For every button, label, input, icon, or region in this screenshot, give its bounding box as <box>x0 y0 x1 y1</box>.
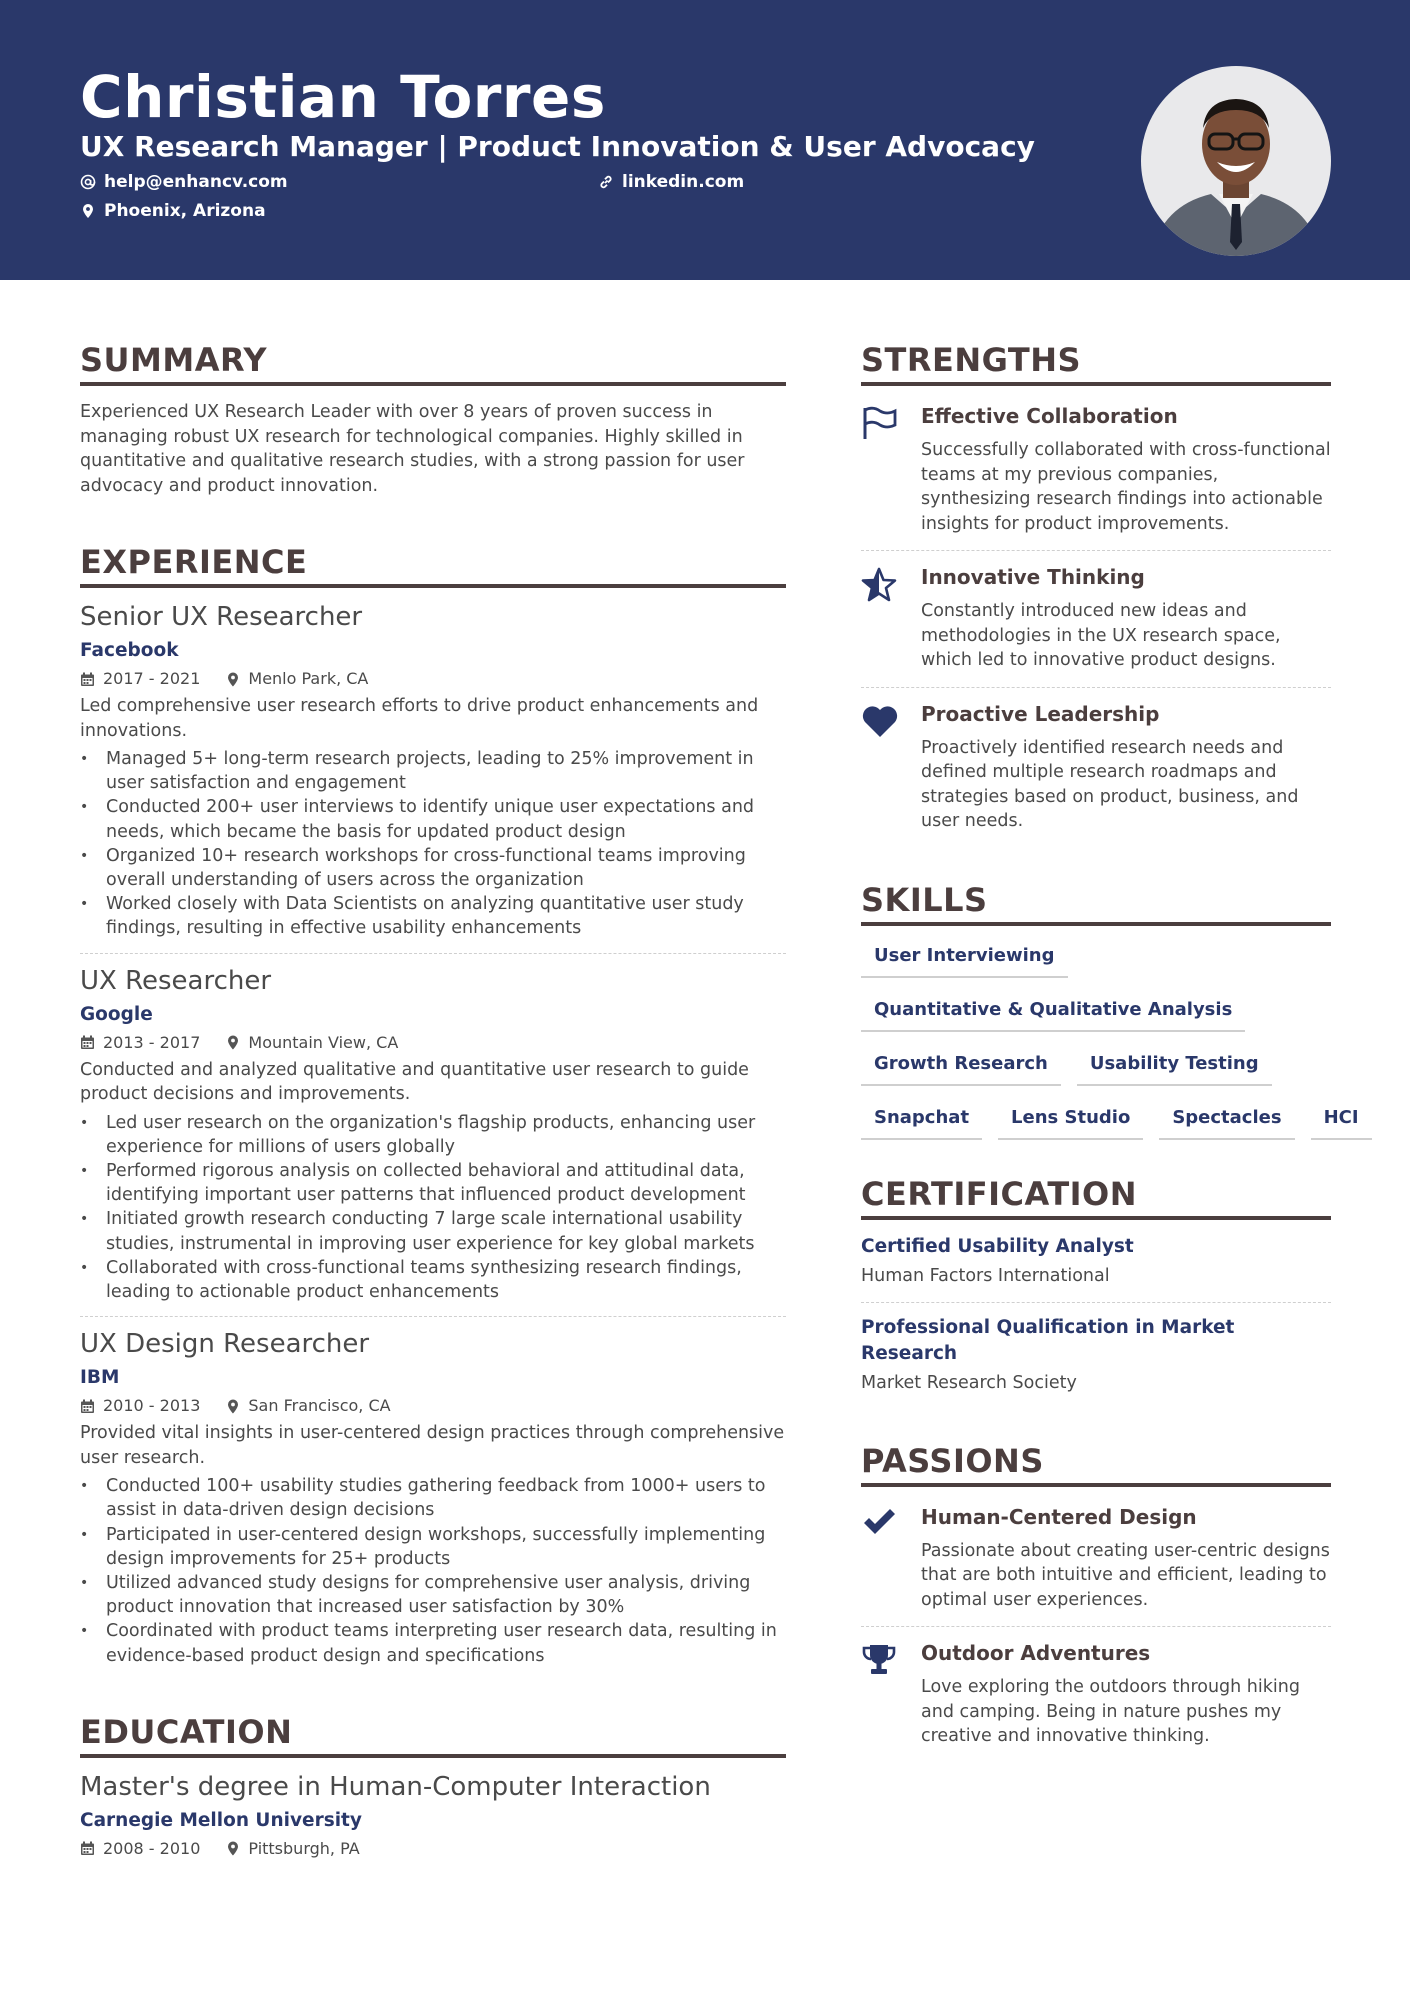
job-dates: 2017 - 2021 <box>103 669 201 688</box>
experience-entry <box>80 600 786 941</box>
certification-section <box>861 1174 1331 1395</box>
divider <box>861 1626 1331 1627</box>
job-location: Mountain View, CA <box>248 1032 399 1052</box>
certification-name: Certified Usability Analyst <box>861 1235 1134 1257</box>
passion-item <box>861 1639 1331 1749</box>
passion-item <box>861 1503 1331 1613</box>
passion-text: Love exploring the outdoors through hiking and camping. Being in nature pushes my creative and innovative thinking. <box>921 1677 1300 1746</box>
email-text: help@enhancv.com <box>104 172 288 192</box>
skill-tag: Lens Studio <box>998 1106 1143 1140</box>
calendar-icon <box>80 672 95 687</box>
job-bullets <box>80 747 786 941</box>
degree-title: Master's degree in Human-Computer Interaction <box>80 1771 711 1802</box>
profile-photo <box>1141 66 1331 256</box>
strengths-heading: STRENGTHS <box>861 340 1331 386</box>
summary-text: Experienced UX Research Leader with over 8 years of proven success in managing robust UX research for technological companies. Highly skilled in quantitative and qualitative research studies, with a strong passion for user advocacy and product innovation. <box>80 402 745 496</box>
strength-text: Proactively identified research needs and defined multiple research roadmaps and strategies based on product, business, and user needs. <box>921 737 1299 831</box>
at-icon <box>80 174 96 190</box>
summary-section <box>80 340 786 498</box>
linkedin-contact[interactable] <box>598 172 744 192</box>
job-bullet: • Organized 10+ research workshops for cross-functional teams improving overall understanding of users across the organization <box>80 844 786 892</box>
calendar-icon <box>80 1841 95 1856</box>
strength-item <box>861 563 1331 673</box>
job-bullet: • Conducted 100+ usability studies gathering feedback from 1000+ users to assist in data-driven design decisions <box>80 1474 786 1522</box>
divider <box>861 1302 1331 1303</box>
job-dates: 2013 - 2017 <box>103 1032 201 1052</box>
job-bullet: • Led user research on the organization's flagship products, enhancing user experience for millions of users globally <box>80 1111 786 1159</box>
linkedin-text: linkedin.com <box>622 172 745 192</box>
experience-section <box>80 542 786 1668</box>
job-description: Led comprehensive user research efforts to drive product enhancements and innovations. <box>80 696 759 741</box>
location-text: Phoenix, Arizona <box>104 201 266 221</box>
passion-title: Outdoor Adventures <box>921 1641 1151 1665</box>
job-location: Menlo Park, CA <box>248 669 369 688</box>
strength-item <box>861 700 1331 834</box>
company-name: IBM <box>80 1367 120 1389</box>
school-name: Carnegie Mellon University <box>80 1809 362 1831</box>
skill-tag: Growth Research <box>861 1052 1061 1086</box>
skill-tag: HCI <box>1311 1106 1372 1140</box>
education-heading: EDUCATION <box>80 1712 786 1758</box>
resume-header <box>0 0 1410 280</box>
left-column <box>80 340 786 1860</box>
passions-section <box>861 1441 1331 1749</box>
divider <box>80 1316 786 1317</box>
education-meta <box>80 1838 786 1860</box>
check-icon <box>861 1507 897 1537</box>
strength-text: Constantly introduced new ideas and methodologies in the UX research space, which led to innovative product designs. <box>921 601 1281 670</box>
job-bullet: • Conducted 200+ user interviews to identify unique user expectations and needs, which became the basis for updated product design <box>80 795 786 843</box>
certification-heading: CERTIFICATION <box>861 1174 1331 1220</box>
skill-tag: User Interviewing <box>861 944 1068 978</box>
right-column <box>861 340 1359 1749</box>
skills-list <box>861 944 1359 1140</box>
experience-heading: EXPERIENCE <box>80 542 786 588</box>
job-bullets <box>80 1111 786 1305</box>
skills-section <box>861 880 1359 1140</box>
email-contact[interactable] <box>80 172 288 192</box>
job-bullet: • Managed 5+ long-term research projects, leading to 25% improvement in user satisfaction and engagement <box>80 747 786 795</box>
location-contact <box>80 201 266 221</box>
certification-item <box>861 1234 1331 1288</box>
job-bullet: • Utilized advanced study designs for comprehensive user analysis, driving product innovation that increased user satisfaction by 30% <box>80 1571 786 1619</box>
company-name: Facebook <box>80 640 179 661</box>
calendar-icon <box>80 1399 95 1414</box>
calendar-icon <box>80 1035 95 1050</box>
job-title: UX Researcher <box>80 965 272 996</box>
strength-item <box>861 402 1331 536</box>
divider <box>80 953 786 954</box>
job-bullet: • Worked closely with Data Scientists on analyzing quantitative user study findings, resulting in effective usability enhancements <box>80 892 786 940</box>
strength-title: Innovative Thinking <box>921 565 1145 589</box>
education-section <box>80 1712 786 1860</box>
job-location: San Francisco, CA <box>248 1396 391 1416</box>
job-bullet: • Initiated growth research conducting 7 large scale international usability studies, instrumental in improving user experience for key global markets <box>80 1207 786 1255</box>
strengths-section <box>861 340 1331 834</box>
strength-title: Effective Collaboration <box>921 404 1178 428</box>
location-pin-icon <box>226 672 240 687</box>
divider <box>861 687 1331 688</box>
experience-entry <box>80 964 786 1305</box>
location-pin-icon <box>226 1399 240 1414</box>
location-pin-icon <box>226 1841 240 1856</box>
education-dates: 2008 - 2010 <box>103 1838 201 1858</box>
education-location: Pittsburgh, PA <box>248 1838 360 1858</box>
job-title: UX Design Researcher <box>80 1329 370 1360</box>
certification-name: Professional Qualification in Market Research <box>861 1316 1235 1364</box>
skill-tag: Usability Testing <box>1077 1052 1272 1086</box>
heart-icon <box>861 704 899 738</box>
experience-entry <box>80 1327 786 1668</box>
location-pin-icon <box>80 203 96 219</box>
passions-heading: PASSIONS <box>861 1441 1331 1487</box>
summary-heading: SUMMARY <box>80 340 786 386</box>
candidate-tagline: UX Research Manager | Product Innovation & User Advocacy <box>80 130 1035 163</box>
star-icon <box>861 567 897 603</box>
flag-icon <box>861 406 899 440</box>
job-meta <box>80 1032 786 1054</box>
skill-tag: Quantitative & Qualitative Analysis <box>861 998 1245 1032</box>
strength-text: Successfully collaborated with cross-functional teams at my previous companies, synthesizing research findings into actionable insights for product improvements. <box>921 440 1331 534</box>
certification-item <box>861 1315 1331 1395</box>
candidate-name: Christian Torres <box>80 63 606 131</box>
job-meta <box>80 1395 786 1417</box>
strength-title: Proactive Leadership <box>921 701 1160 726</box>
job-bullet: • Participated in user-centered design workshops, successfully implementing design improvements for 25+ products <box>80 1523 786 1571</box>
job-description: Conducted and analyzed qualitative and quantitative user research to guide product decisions and improvements. <box>80 1059 749 1105</box>
job-title: Senior UX Researcher <box>80 602 363 632</box>
job-bullet: • Performed rigorous analysis on collected behavioral and attitudinal data, identifying important user patterns that influenced product development <box>80 1159 786 1207</box>
skill-tag: Snapchat <box>861 1106 982 1140</box>
job-bullets <box>80 1474 786 1668</box>
location-pin-icon <box>226 1035 240 1050</box>
certification-issuer: Human Factors International <box>861 1265 1110 1286</box>
link-icon <box>598 174 614 190</box>
certification-issuer: Market Research Society <box>861 1372 1077 1393</box>
job-dates: 2010 - 2013 <box>103 1396 201 1416</box>
company-name: Google <box>80 1003 153 1025</box>
divider <box>861 550 1331 551</box>
passion-title: Human-Centered Design <box>921 1504 1197 1529</box>
skills-heading: SKILLS <box>861 880 1331 926</box>
job-bullet: • Collaborated with cross-functional teams synthesizing research findings, leading to actionable product enhancements <box>80 1256 786 1304</box>
trophy-icon <box>861 1643 897 1677</box>
job-meta <box>80 668 786 690</box>
skill-tag: Spectacles <box>1159 1106 1294 1140</box>
passion-text: Passionate about creating user-centric designs that are both intuitive and efficient, leading to optimal user experiences. <box>921 1540 1330 1610</box>
education-entry <box>80 1770 786 1860</box>
job-description: Provided vital insights in user-centered design practices through comprehensive user research. <box>80 1423 785 1468</box>
job-bullet: • Coordinated with product teams interpreting user research data, resulting in evidence-based product design and specifications <box>80 1619 786 1667</box>
